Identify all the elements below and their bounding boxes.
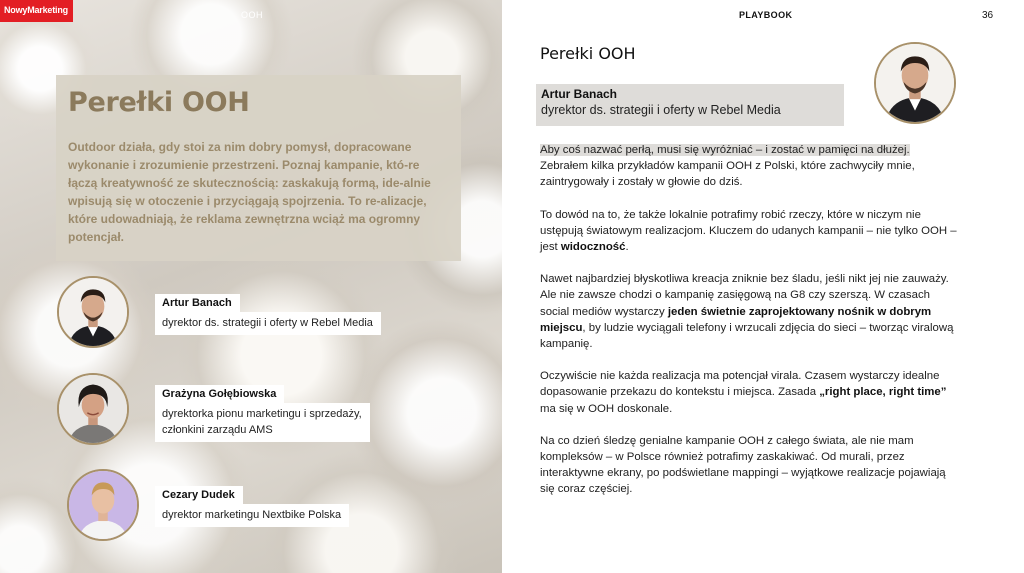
portrait-icon (876, 44, 954, 122)
paragraph-text: . (625, 241, 629, 254)
article-body (540, 142, 960, 514)
portrait-icon (59, 278, 127, 346)
paragraph-2 (540, 207, 960, 256)
person-card-3 (155, 485, 349, 527)
section-label: OOH (241, 10, 264, 20)
person-role-line-1: dyrektorka pionu marketingu i sprzedaży, (162, 408, 362, 420)
author-avatar (874, 42, 956, 124)
person-card-1 (155, 293, 381, 335)
person-name: Cezary Dudek (155, 486, 243, 504)
author-box (536, 84, 844, 126)
bold-text: „right place, right time” (819, 386, 947, 399)
highlight-lead: Aby coś nazwać perłą, musi się wyróżniać – i zostać w pamięci na dłużej. (540, 144, 910, 156)
portrait-icon (69, 471, 137, 539)
paragraph-text: Nawet najbardziej błyskotliwa kreacja zniknie bez śladu, jeśli nikt jej nie zauważy. Ale nie zawsze chodzi o kampanię zasięgową na G8 czy szerszą. W czasach social mediów wystarczy (540, 273, 949, 318)
paragraph-text: , by ludzie wyciągali telefony i wrzucali zdjęcia do sieci – tworząc viralową kampanię. (540, 321, 954, 351)
person-role: dyrektor marketingu Nextbike Polska (155, 504, 349, 527)
person-role (155, 403, 370, 442)
right-page (502, 0, 1024, 573)
person-role-line-2: członkini zarządu AMS (162, 424, 273, 436)
brand-logo[interactable]: NowyMarketing (0, 0, 73, 22)
bold-text: widoczność (560, 241, 626, 254)
avatar-artur-banach (57, 276, 129, 348)
person-name: Grażyna Gołębiowska (155, 385, 284, 403)
paragraph-text: ma się w OOH doskonale. (540, 402, 673, 415)
author-name: Artur Banach (541, 87, 618, 101)
intro-title: Perełki OOH (68, 87, 250, 118)
paragraph-text: Oczywiście nie każda realizacja ma potencjał virala. Czasem wystarczy idealne dopasowanie przekazu do kontekstu i miejsca. Zasada (540, 370, 940, 399)
left-page (0, 0, 502, 573)
paragraph-5: Na co dzień śledzę genialne kampanie OOH z całego świata, ale nie mam kompleksów – w Polsce również potrafimy zaskakiwać. Od murali, przez interaktywne ekrany, po podświetlane mappingi – wyjątkowe realizacje pojawiają się coraz częściej. (540, 434, 946, 496)
person-role: dyrektor ds. strategii i oferty w Rebel Media (155, 312, 381, 335)
paragraph-text: To dowód na to, że także lokalnie potrafimy robić rzeczy, które w niczym nie ustępują światowym realizacjom. Kluczem do udanych kampanii – nie tylko OOH – jest (540, 208, 957, 254)
person-card-2 (155, 384, 370, 442)
portrait-icon (59, 375, 127, 443)
paragraph-3 (540, 271, 960, 352)
paragraph-text: Zebrałem kilka przykładów kampanii OOH z Polski, które zachwyciły mnie, zaintrygowały i zostały w głowie do dziś. (540, 160, 915, 189)
intro-text: Outdoor działa, gdy stoi za nim dobry pomysł, dopracowane wykonanie i zrozumienie przestrzeni. Poznaj kampanie, któ-re łączą kreatywność ze skutecznością: zaskakują formą, ide-alnie wpisują się w otoczenie i przyciągają spojrzenia. To re-alizacje, które udowadniają, że reklama zewnętrzna wciąż ma ogromny potencjał. (68, 140, 431, 244)
person-name: Artur Banach (155, 294, 240, 312)
avatar-grazyna-golebiowska (57, 373, 129, 445)
avatar-cezary-dudek (67, 469, 139, 541)
article-title: Perełki OOH (540, 44, 636, 63)
paragraph-1 (540, 142, 960, 191)
intro-box (56, 75, 461, 261)
author-role: dyrektor ds. strategii i oferty w Rebel Media (541, 103, 781, 117)
paragraph-4 (540, 368, 960, 417)
section-label: PLAYBOOK (739, 10, 793, 20)
page-number: 36 (982, 10, 994, 21)
bold-text: jeden świetnie zaprojektowany nośnik w dobrym miejscu (540, 305, 932, 334)
